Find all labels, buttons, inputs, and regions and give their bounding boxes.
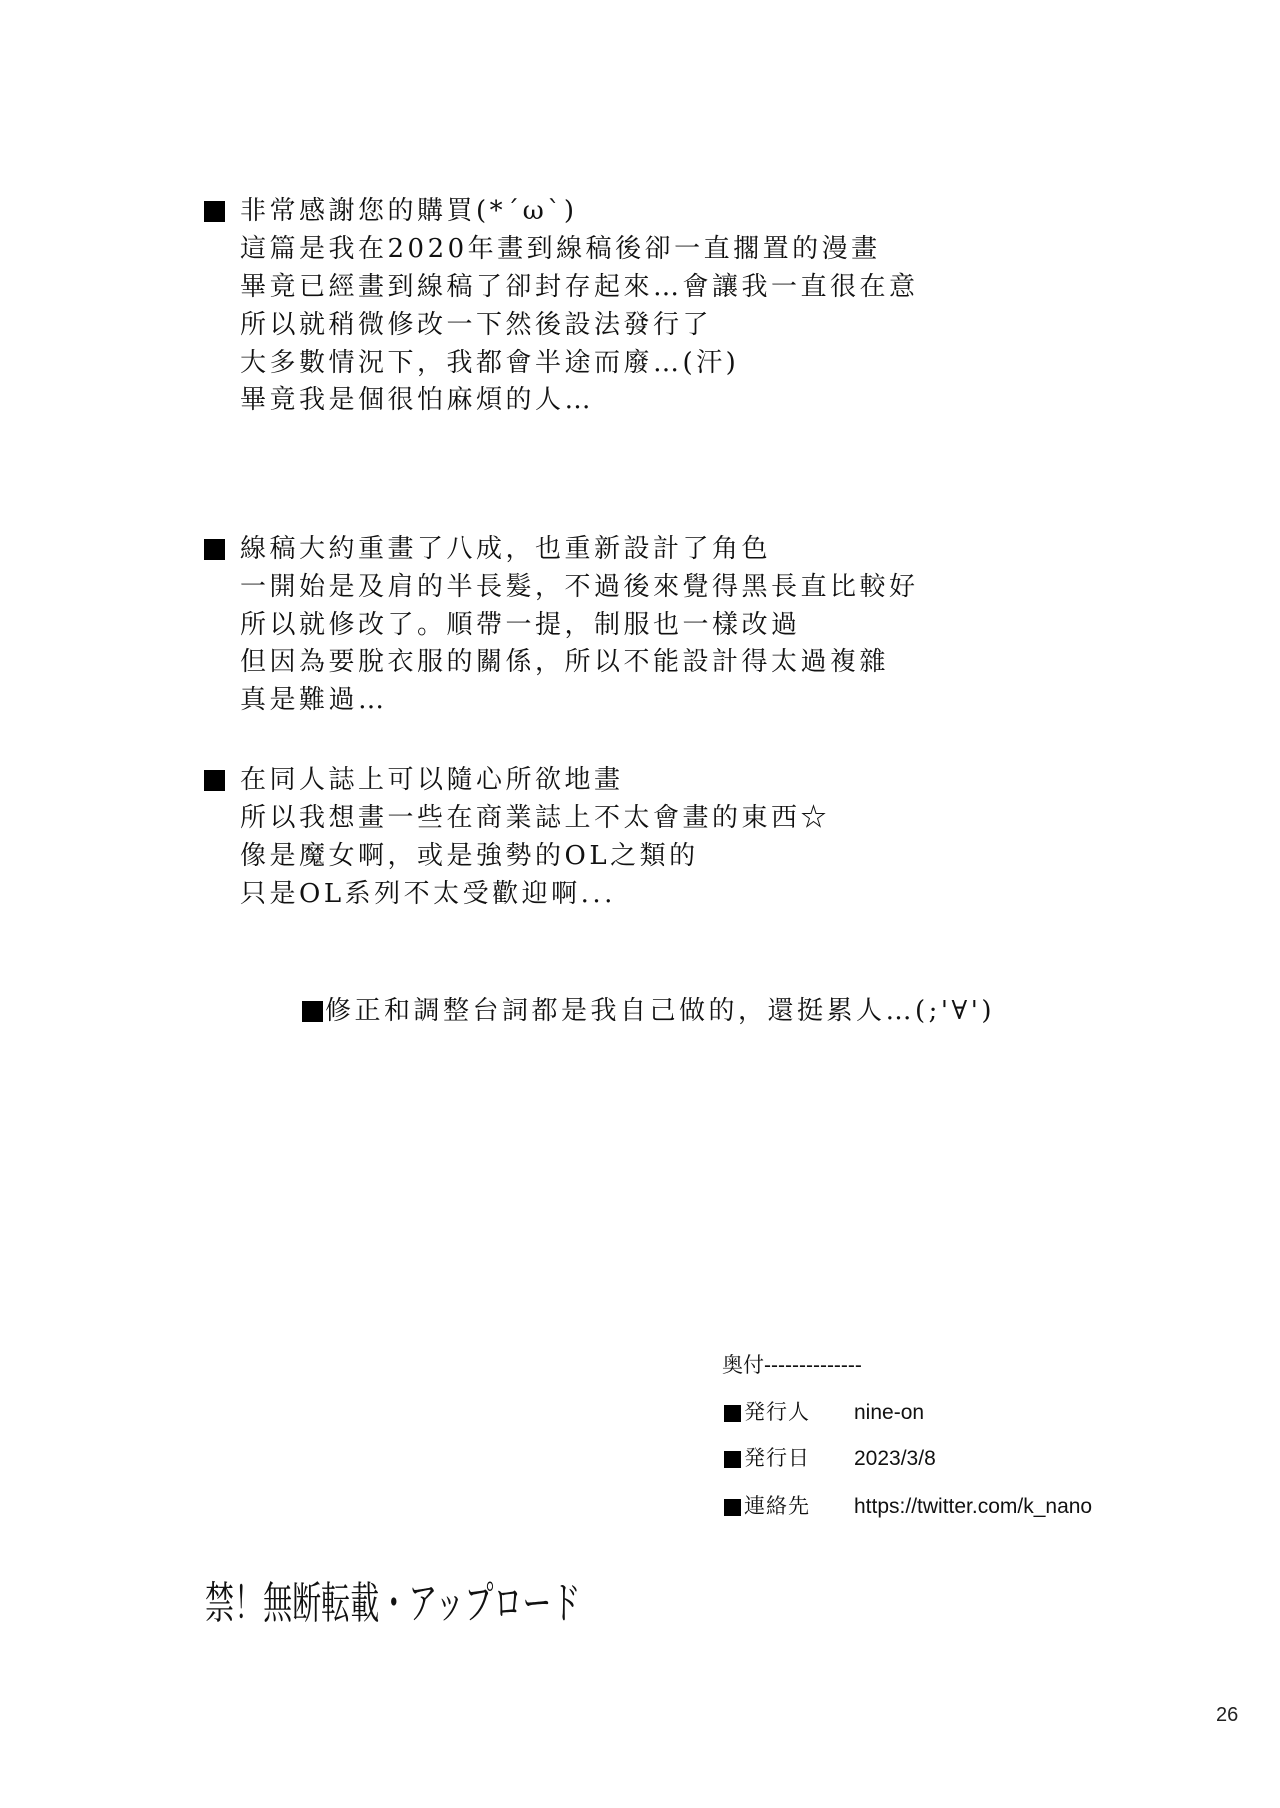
section-line: 只是OL系列不太受歡迎啊... bbox=[240, 879, 616, 909]
square-bullet-icon bbox=[204, 770, 225, 791]
colophon-label: 発行人 bbox=[744, 1401, 810, 1424]
no-reupload-warning: 禁！無断転載・アップロード bbox=[205, 1579, 581, 1628]
square-bullet-icon bbox=[724, 1405, 741, 1422]
colophon-value: 2023/3/8 bbox=[854, 1447, 936, 1470]
section-line: 線稿大約重畫了八成，也重新設計了角色 bbox=[240, 534, 772, 564]
section-line: 所以我想畫一些在商業誌上不太會畫的東西☆ bbox=[240, 803, 831, 833]
square-bullet-icon bbox=[204, 539, 225, 560]
colophon-title: 奥付-------------- bbox=[722, 1354, 862, 1377]
section-line: 像是魔女啊，或是強勢的OL之類的 bbox=[240, 841, 699, 871]
colophon-label: 連絡先 bbox=[744, 1495, 810, 1518]
closing-note bbox=[302, 992, 995, 1030]
page-number: 26 bbox=[1216, 1704, 1239, 1726]
colophon-contact-link[interactable]: https://twitter.com/k_nano bbox=[854, 1495, 1093, 1518]
colophon-row-contact bbox=[724, 1491, 1092, 1523]
section-line: 所以就修改了。順帶一提，制服也一樣改過 bbox=[240, 610, 801, 640]
colophon-label: 発行日 bbox=[744, 1447, 810, 1470]
square-bullet-icon bbox=[302, 1001, 323, 1022]
section-line: 一開始是及肩的半長髮，不過後來覺得黑長直比較好 bbox=[240, 572, 919, 602]
section-line: 所以就稍微修改一下然後設法發行了 bbox=[240, 310, 713, 340]
section-line: 大多數情況下，我都會半途而廢…(汗) bbox=[240, 348, 740, 378]
section-line: 非常感謝您的購買(*´ω`) bbox=[240, 196, 578, 226]
square-bullet-icon bbox=[204, 201, 225, 222]
closing-note-text: 修正和調整台詞都是我自己做的，還挺累人…(;'∀') bbox=[325, 996, 996, 1026]
colophon-row-date bbox=[724, 1443, 936, 1475]
square-bullet-icon bbox=[724, 1499, 741, 1516]
colophon-row-publisher bbox=[724, 1397, 924, 1429]
colophon-value: nine-on bbox=[854, 1401, 925, 1424]
section-line: 這篇是我在2020年畫到線稿後卻一直擱置的漫畫 bbox=[240, 234, 881, 264]
section-line: 在同人誌上可以隨心所欲地畫 bbox=[240, 765, 624, 795]
section-line: 但因為要脫衣服的關係，所以不能設計得太過複雜 bbox=[240, 647, 890, 677]
square-bullet-icon bbox=[724, 1451, 741, 1468]
section-line: 真是難過… bbox=[240, 685, 388, 715]
section-line: 畢竟我是個很怕麻煩的人… bbox=[240, 385, 595, 415]
section-line: 畢竟已經畫到線稿了卻封存起來…會讓我一直很在意 bbox=[240, 272, 919, 302]
